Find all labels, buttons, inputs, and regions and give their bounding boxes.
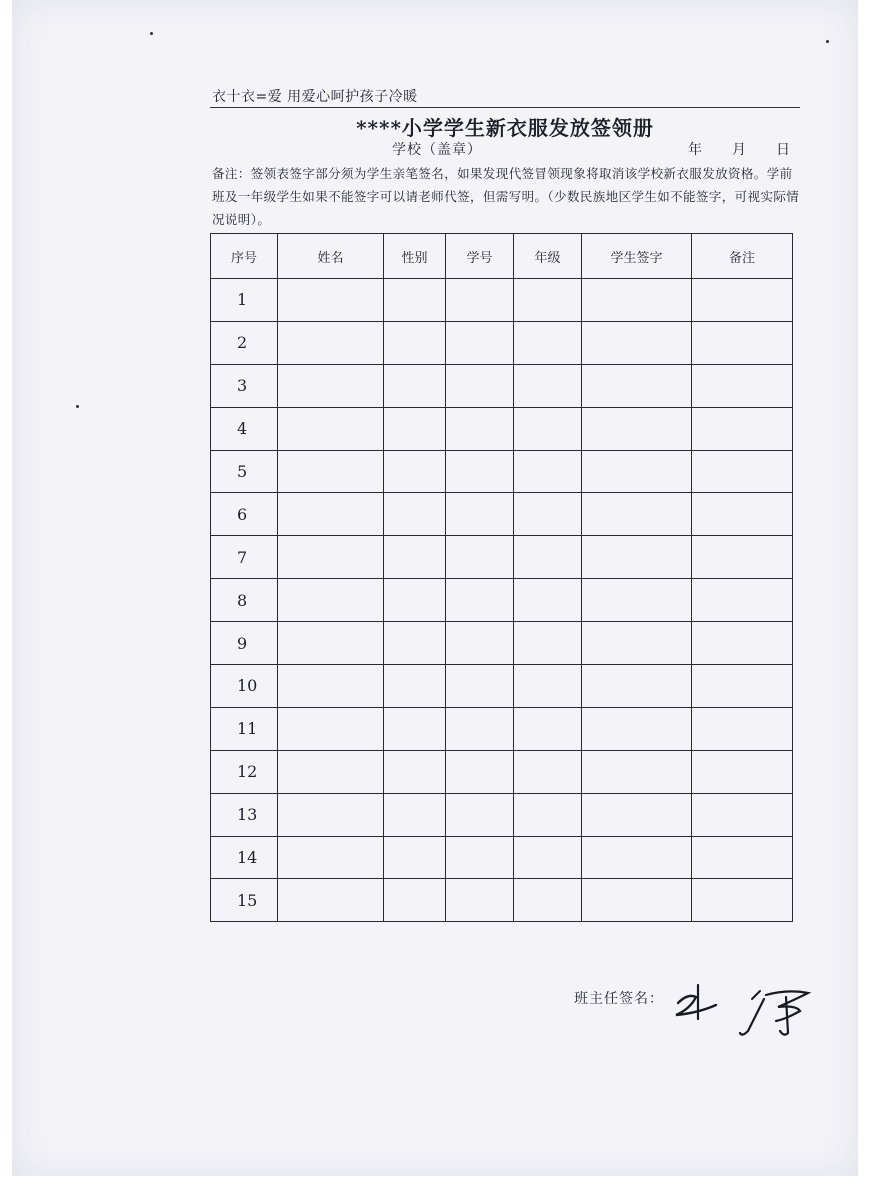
- blank-cell: [446, 493, 514, 536]
- blank-cell: [384, 793, 446, 836]
- blank-cell: [582, 579, 692, 622]
- blank-cell: [384, 707, 446, 750]
- page-title: ****小学学生新衣服发放签领册: [356, 116, 654, 140]
- handwritten-signature: [668, 975, 828, 1045]
- blank-cell: [692, 836, 793, 879]
- row-number: 13: [211, 793, 278, 836]
- header-divider: [210, 107, 800, 108]
- blank-cell: [582, 450, 692, 493]
- blank-cell: [446, 879, 514, 922]
- row-number: 3: [211, 364, 278, 407]
- blank-cell: [278, 279, 384, 322]
- blank-cell: [384, 836, 446, 879]
- blank-cell: [384, 279, 446, 322]
- blank-cell: [278, 707, 384, 750]
- row-number: 12: [211, 750, 278, 793]
- row-number: 6: [211, 493, 278, 536]
- blank-cell: [514, 665, 582, 708]
- blank-cell: [446, 622, 514, 665]
- blank-cell: [446, 321, 514, 364]
- blank-cell: [514, 536, 582, 579]
- blank-cell: [582, 407, 692, 450]
- blank-cell: [582, 364, 692, 407]
- blank-cell: [692, 493, 793, 536]
- table-row: [211, 536, 793, 579]
- blank-cell: [692, 279, 793, 322]
- blank-cell: [384, 364, 446, 407]
- blank-cell: [278, 665, 384, 708]
- row-number: 5: [211, 450, 278, 493]
- blank-cell: [278, 750, 384, 793]
- blank-cell: [278, 493, 384, 536]
- table-row: [211, 793, 793, 836]
- row-number: 4: [211, 407, 278, 450]
- blank-cell: [514, 707, 582, 750]
- blank-cell: [582, 665, 692, 708]
- blank-cell: [446, 836, 514, 879]
- blank-cell: [582, 321, 692, 364]
- blank-cell: [446, 450, 514, 493]
- column-header: 性别: [384, 234, 446, 279]
- page-margin: [0, 1176, 873, 1200]
- table-row: [211, 836, 793, 879]
- table-row: [211, 622, 793, 665]
- blank-cell: [384, 407, 446, 450]
- blank-cell: [446, 364, 514, 407]
- blank-cell: [384, 579, 446, 622]
- row-number: 14: [211, 836, 278, 879]
- table-row: [211, 450, 793, 493]
- table-row: [211, 493, 793, 536]
- blank-cell: [446, 407, 514, 450]
- blank-cell: [692, 407, 793, 450]
- blank-cell: [692, 879, 793, 922]
- slogan: 衣十衣=爱 用爱心呵护孩子冷暖: [212, 89, 418, 105]
- blank-cell: [384, 536, 446, 579]
- date-day: 日: [776, 142, 790, 158]
- blank-cell: [514, 279, 582, 322]
- blank-cell: [692, 364, 793, 407]
- blank-cell: [514, 493, 582, 536]
- blank-cell: [446, 707, 514, 750]
- blank-cell: [384, 750, 446, 793]
- blank-cell: [692, 707, 793, 750]
- blank-cell: [278, 879, 384, 922]
- table-row: [211, 665, 793, 708]
- blank-cell: [582, 793, 692, 836]
- column-header: 姓名: [278, 234, 384, 279]
- blank-cell: [384, 665, 446, 708]
- row-number: 15: [211, 879, 278, 922]
- column-header: 学号: [446, 234, 514, 279]
- blank-cell: [446, 665, 514, 708]
- teacher-signature-label: 班主任签名：: [574, 991, 664, 1007]
- blank-cell: [278, 622, 384, 665]
- blank-cell: [278, 793, 384, 836]
- table-body: [211, 279, 793, 922]
- blank-cell: [514, 407, 582, 450]
- blank-cell: [446, 793, 514, 836]
- blank-cell: [582, 879, 692, 922]
- blank-cell: [384, 622, 446, 665]
- date-year: 年: [688, 142, 702, 158]
- blank-cell: [514, 321, 582, 364]
- blank-cell: [446, 279, 514, 322]
- date-fields: [688, 139, 790, 159]
- blank-cell: [692, 793, 793, 836]
- blank-cell: [514, 622, 582, 665]
- row-number: 8: [211, 579, 278, 622]
- blank-cell: [514, 750, 582, 793]
- blank-cell: [278, 364, 384, 407]
- table-row: [211, 707, 793, 750]
- blank-cell: [278, 321, 384, 364]
- row-number: 2: [211, 321, 278, 364]
- blank-cell: [278, 836, 384, 879]
- table-row: [211, 750, 793, 793]
- column-header: 备注: [692, 234, 793, 279]
- table-row: [211, 407, 793, 450]
- row-number: 7: [211, 536, 278, 579]
- column-header: 学生签字: [582, 234, 692, 279]
- roster-table: [210, 233, 793, 922]
- blank-cell: [384, 321, 446, 364]
- row-number: 9: [211, 622, 278, 665]
- blank-cell: [582, 279, 692, 322]
- blank-cell: [278, 579, 384, 622]
- blank-cell: [692, 536, 793, 579]
- note-text: 备注：签领表签字部分须为学生亲笔签名，如果发现代签冒领现象将取消该学校新衣服发放资格。学前班及一年级学生如果不能签字可以请老师代签，但需写明。（少数民族地区学生如不能签字，可视实际情况说明）。: [212, 166, 800, 227]
- blank-cell: [384, 450, 446, 493]
- table-row: [211, 879, 793, 922]
- blank-cell: [514, 579, 582, 622]
- blank-cell: [692, 579, 793, 622]
- blank-cell: [514, 793, 582, 836]
- blank-cell: [514, 879, 582, 922]
- scan-speck: [826, 40, 829, 43]
- blank-cell: [514, 836, 582, 879]
- blank-cell: [582, 536, 692, 579]
- blank-cell: [692, 321, 793, 364]
- blank-cell: [582, 622, 692, 665]
- blank-cell: [278, 536, 384, 579]
- table-header-row: [211, 234, 793, 279]
- blank-cell: [278, 450, 384, 493]
- blank-cell: [692, 622, 793, 665]
- blank-cell: [514, 450, 582, 493]
- table-row: [211, 279, 793, 322]
- blank-cell: [278, 407, 384, 450]
- blank-cell: [514, 364, 582, 407]
- blank-cell: [582, 493, 692, 536]
- blank-cell: [692, 750, 793, 793]
- blank-cell: [692, 450, 793, 493]
- row-number: 10: [211, 665, 278, 708]
- blank-cell: [384, 493, 446, 536]
- table-row: [211, 321, 793, 364]
- blank-cell: [446, 750, 514, 793]
- table-row: [211, 579, 793, 622]
- row-number: 11: [211, 707, 278, 750]
- blank-cell: [582, 707, 692, 750]
- blank-cell: [582, 836, 692, 879]
- table-row: [211, 364, 793, 407]
- scan-speck: [150, 32, 153, 35]
- school-stamp-label: 学校（盖章）: [392, 142, 482, 158]
- blank-cell: [446, 579, 514, 622]
- row-number: 1: [211, 279, 278, 322]
- date-month: 月: [732, 142, 746, 158]
- scan-speck: [76, 405, 79, 408]
- column-header: 序号: [211, 234, 278, 279]
- blank-cell: [582, 750, 692, 793]
- blank-cell: [446, 536, 514, 579]
- blank-cell: [692, 665, 793, 708]
- column-header: 年级: [514, 234, 582, 279]
- blank-cell: [384, 879, 446, 922]
